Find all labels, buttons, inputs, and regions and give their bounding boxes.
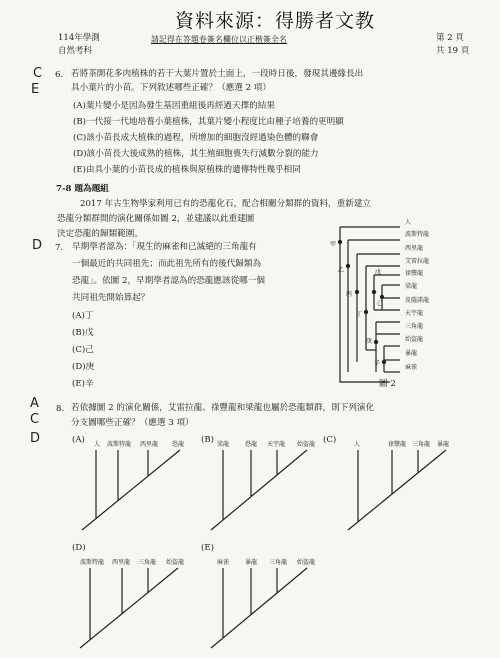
taxon-label: 梁龍 <box>217 441 230 448</box>
node-label: 甲 <box>330 241 337 248</box>
taxon-label: 西里龍 <box>140 441 159 448</box>
taxon-label: 艾雷拉龍 <box>405 258 430 265</box>
taxon-label: 三角龍 <box>269 559 288 566</box>
handwritten-answer: D <box>32 238 43 253</box>
taxon-label: 暴龍 <box>245 559 258 566</box>
taxon-label: 麻雀 <box>405 364 418 371</box>
signature-notice: 請記得在答題卷簽名欄位以正楷簽全名 <box>151 35 287 44</box>
taxon-label: 波斯特龍 <box>405 231 430 238</box>
question-number: 8. <box>56 404 65 414</box>
taxon-label: 波斯特龍 <box>80 559 105 566</box>
option: (C)己 <box>72 345 94 355</box>
node-label: 丙 <box>346 291 353 298</box>
node-label: 庚 <box>366 338 373 345</box>
option-label: (D) <box>72 543 86 553</box>
option: (C)該小苗長成大植株的過程，所增加的細胞沒經過染色體的聯會 <box>73 133 319 143</box>
node-label: 辛 <box>374 360 381 367</box>
taxon-label: 人 <box>405 219 412 226</box>
figure-2-cladogram <box>330 212 490 397</box>
handwritten-answer: C <box>33 66 43 81</box>
exam-year: 114年學測 <box>58 33 100 43</box>
option: (A)丁 <box>72 311 94 321</box>
exam-subject: 自然考科 <box>58 46 93 56</box>
option: (A)葉片變小是因為發生基因重組後再經過天擇的結果 <box>73 101 275 111</box>
option: (B)一代接一代地培養小葉植株，其葉片變小程度比由種子培養的更明顯 <box>73 117 344 127</box>
taxon-label: 三角龍 <box>405 323 424 330</box>
question-stem: 分支圖哪些正確？（應選 3 項） <box>71 418 194 428</box>
question-number: 7. <box>55 243 64 253</box>
group-title: 7-8 題為題組 <box>56 184 109 194</box>
handwritten-answer: A <box>30 396 39 411</box>
taxon-label: 天宇龍 <box>267 441 286 448</box>
handwritten-answer: C <box>30 412 40 427</box>
option: (E)辛 <box>72 379 94 389</box>
taxon-label: 人 <box>94 441 101 448</box>
taxon-label: 祿豐龍 <box>405 270 424 277</box>
taxon-label: 始盜龍 <box>297 441 316 448</box>
taxon-label: 恐龍 <box>245 441 258 448</box>
taxon-label: 恐龍 <box>172 441 185 448</box>
taxon-label: 麻雀 <box>217 559 230 566</box>
taxon-label: 始盜龍 <box>166 559 185 566</box>
taxon-label: 祿豐龍 <box>388 441 407 448</box>
option-label: (B) <box>201 435 215 445</box>
taxon-label: 暴龍 <box>405 350 418 357</box>
option: (D)該小苗長大後成熟的植株，其生殖細胞喪失行減數分裂的能力 <box>73 149 319 159</box>
option: (B)戊 <box>72 328 94 338</box>
node-label: 戊 <box>375 269 382 276</box>
question-stem: 若將茶開花多肉植株的若干大葉片置於土面上，一段時日後，發現其邊緣長出 <box>71 69 364 79</box>
handwritten-answer: D <box>30 431 41 446</box>
taxon-label: 天宇龍 <box>405 310 424 317</box>
page-total: 共 19 頁 <box>436 46 470 56</box>
node-label: 乙 <box>338 267 345 274</box>
question-stem: 恐龍」。依圖 2，早期學者認為的恐龍應該從哪一個 <box>72 276 265 286</box>
cladogram-option-d <box>72 552 202 652</box>
option: (D)庚 <box>72 362 95 372</box>
group-intro: 2017 年古生物學家利用已有的恐龍化石，配合相關分類群的資料，重新建立 <box>80 199 372 209</box>
taxon-label: 三角龍 <box>412 441 431 448</box>
option-label: (A) <box>72 435 85 445</box>
question-stem: 共同祖先開始算起？ <box>72 293 150 303</box>
question-number: 6. <box>55 70 64 80</box>
question-stem: 早期學者認為：「現生的麻雀和已滅絕的三角龍有 <box>72 242 257 252</box>
taxon-label: 波斯特龍 <box>107 441 132 448</box>
node-label: 己 <box>377 300 384 307</box>
group-intro: 恐龍分類群間的演化關係如圖 2，並建議以此重建圖 <box>57 214 255 224</box>
node-label: 丁 <box>356 311 363 318</box>
cladogram-option-c <box>342 434 472 534</box>
taxon-label: 人 <box>354 441 361 448</box>
group-intro: 決定恐龍的歸類範圍。 <box>57 229 143 239</box>
taxon-label: 三角龍 <box>138 559 157 566</box>
taxon-label: 梁龍 <box>405 283 418 290</box>
option: (E)由具小葉的小苗長成的植株與原植株的遺傳特性幾乎相同 <box>73 165 301 175</box>
taxon-label: 始盜龍 <box>297 559 316 566</box>
taxon-label: 暴龍 <box>437 441 450 448</box>
cladogram-option-e <box>205 552 335 652</box>
cladogram-option-b <box>205 434 335 534</box>
figure-caption: 圖 2 <box>379 379 396 389</box>
taxon-label: 始盜龍 <box>405 336 424 343</box>
taxon-label: 皮薩諾龍 <box>405 297 430 304</box>
cladogram-option-a <box>72 434 202 534</box>
taxon-label: 西里龍 <box>112 559 131 566</box>
taxon-label: 西里龍 <box>405 245 424 252</box>
handwritten-answer: E <box>31 82 40 97</box>
question-stem: 一個最近的共同祖先；而此祖先所有的後代歸類為 <box>72 259 262 269</box>
page-number: 第 2 頁 <box>436 33 464 43</box>
option-label: (E) <box>201 543 214 553</box>
question-stem: 具小葉片的小苗。下列敘述哪些正確？（應選 2 項） <box>71 83 271 93</box>
source-stamp: 資料來源：得勝者文教 <box>175 10 376 32</box>
option-label: (C) <box>323 435 337 445</box>
question-stem: 若依據圖 2 的演化關係，艾雷拉龍、祿豐龍和梁龍也屬於恐龍類群，則下列演化 <box>71 403 375 413</box>
